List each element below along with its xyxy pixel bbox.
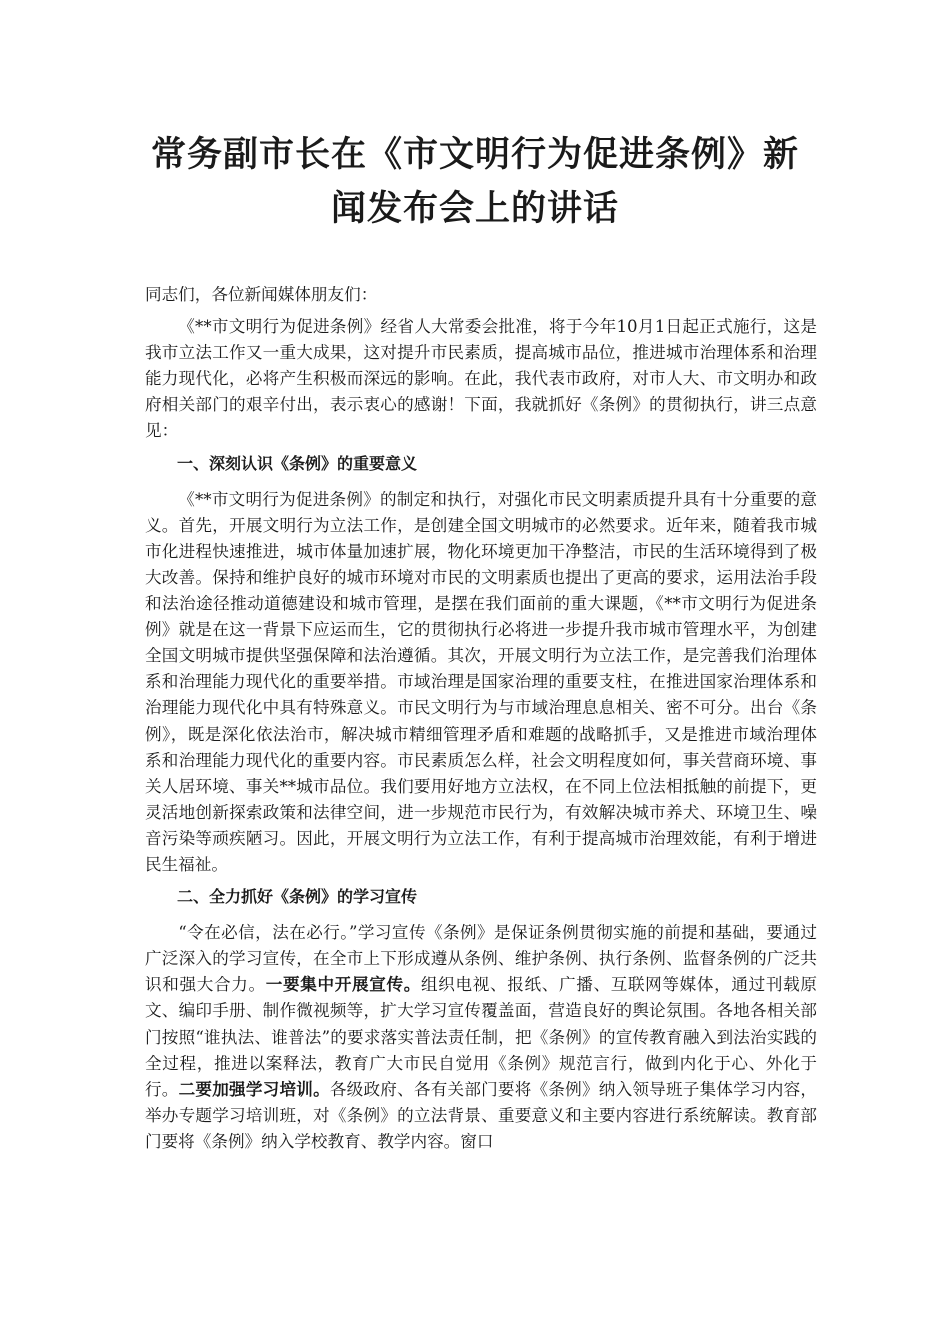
section-2-text-2: 组织电视、报纸、广播、互联网等媒体，通过刊载原文、编印手册、制作微视频等，扩大学习宣传覆盖面，营造良好的舆论氛围。各地各相关部门按照“谁执法、谁普法”的要求落实普法责任制，把《条例》的宣传教育融入到法治实践的全过程，推进以案释法，教育广大市民自觉用《条例》规范言行，做到内化于心、外化于行。 (145, 975, 818, 1099)
section-2-text-3: 各级政府、各有关部门要将《条例》纳入领导班子集体学习内容，举办专题学习培训班，对《条例》的立法背景、重要意义和主要内容进行系统解读。教育部门要将《条例》纳入学校教育、教学内容。窗口 (145, 1079, 818, 1151)
section-2-bold-point-2: 二要加强学习培训。 (178, 1079, 330, 1099)
title-line-2: 闻发布会上的讲话 (330, 189, 619, 229)
section-2-text-1: “令在必信，法在必行。”学习宣传《条例》是保证条例贯彻实施的前提和基础，要通过广泛深入的学习宣传，在全市上下形成遵从条例、维护条例、执行条例、监督条例的广泛共识和强大合力。 (145, 923, 817, 995)
section-2-bold-point-1: 一要集中开展宣传。 (265, 975, 421, 995)
intro-paragraph: 《**市文明行为促进条例》经省人大常委会批准，将于今年10月1日起正式施行，这是我市立法工作又一重大成果，这对提升市民素质，提高城市品位，推进城市治理体系和治理能力现代化，必将产生积极而深远的影响。在此，我代表市政府，对市人大、市文明办和政府相关部门的艰辛付出，表示衷心的感谢！下面，我就抓好《条例》的贯彻执行，讲三点意见： (145, 317, 817, 441)
section-1-paragraph: 《**市文明行为促进条例》的制定和执行，对强化市民文明素质提升具有十分重要的意义。首先，开展文明行为立法工作，是创建全国文明城市的必然要求。近年来，随着我市城市化进程快速推进，城市体量加速扩展，物化环境更加干净整洁，市民的生活环境得到了极大改善。保持和维护良好的城市环境对市民的文明素质也提出了更高的要求，运用法治手段和法治途径推动道德建设和城市管理，是摆在我们面前的重大课题，《**市文明行为促进条例》就是在这一背景下应运而生，它的贯彻执行必将进一步提升我市城市管理水平，为创建全国文明城市提供坚强保障和法治遵循。其次，开展文明行为立法工作，是完善我们治理体系和治理能力现代化的重要举措。市域治理是国家治理的重要支柱，在推进国家治理体系和治理能力现代化中具有特殊意义。市民文明行为与市域治理息息相关、密不可分。出台《条例》，既是深化依法治市，解决城市精细管理矛盾和难题的战略抓手，又是推进市域治理体系和治理能力现代化的重要内容。市民素质怎么样，社会文明程度如何，事关营商环境、事关人居环境、事关**城市品位。我们要用好地方立法权，在不同上位法相抵触的前提下，更灵活地创新探索政策和法律空间，进一步规范市民行为，有效解决城市养犬、环境卫生、噪音污染等顽疾陋习。因此，开展文明行为立法工作，有利于提高城市治理效能，有利于增进民生福祉。 (145, 489, 817, 874)
greeting: 同志们，各位新闻媒体朋友们： (145, 285, 378, 304)
title-line-1: 常务副市长在《市文明行为促进条例》新 (150, 135, 799, 175)
section-heading-2: 二、全力抓好《条例》的学习宣传 (177, 887, 418, 907)
document-title (145, 128, 805, 236)
section-2-paragraph (145, 920, 817, 1155)
document-body (145, 282, 817, 1161)
section-heading-1: 一、深刻认识《条例》的重要意义 (177, 453, 418, 473)
